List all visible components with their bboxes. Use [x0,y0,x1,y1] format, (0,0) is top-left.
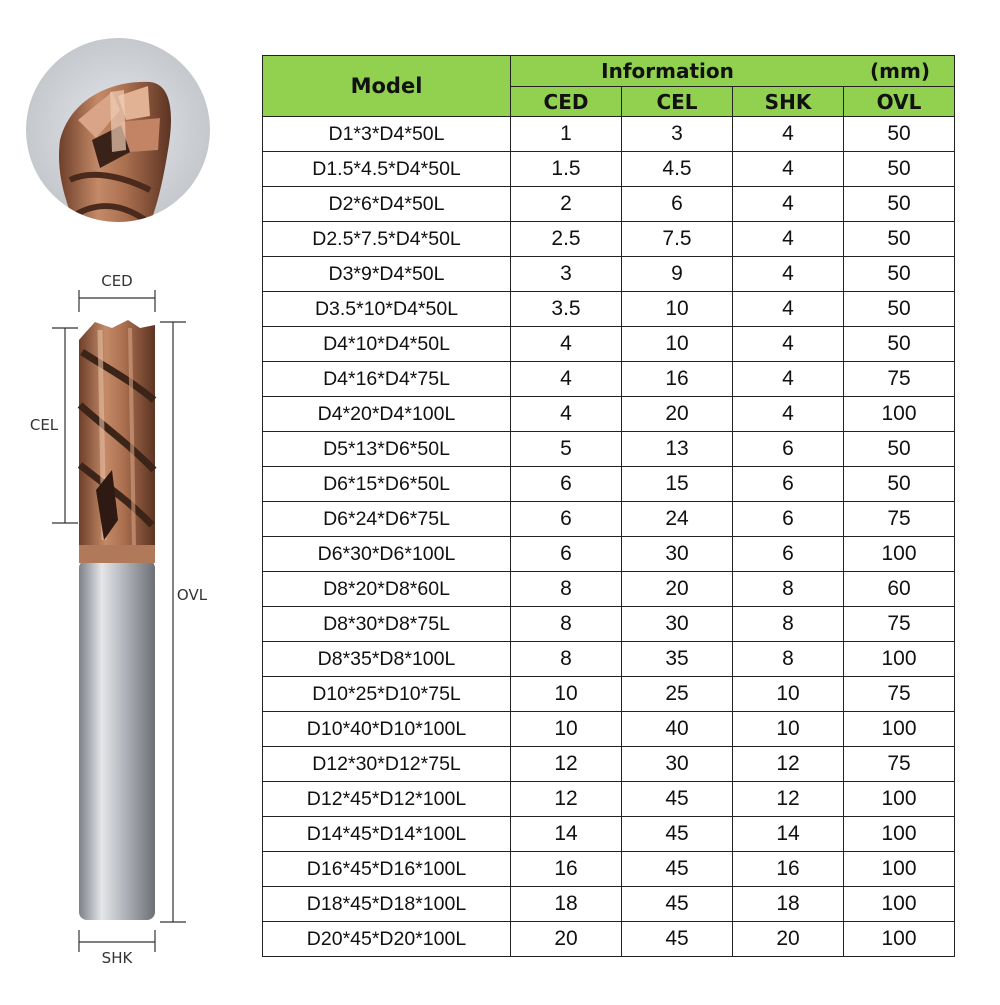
ovl-dimension-label: OVL [176,586,208,604]
cell-shk: 12 [733,782,844,817]
cell-model: D6*30*D6*100L [263,537,511,572]
cell-shk: 4 [733,222,844,257]
column-header-ced: CED [511,87,622,117]
cell-ced: 8 [511,642,622,677]
cell-model: D18*45*D18*100L [263,887,511,922]
table-row [263,152,955,187]
cell-ced: 8 [511,607,622,642]
table-row [263,747,955,782]
table-row [263,502,955,537]
ced-dimension-label: CED [101,272,133,290]
unit-label: (mm) [870,59,930,83]
cell-model: D6*15*D6*50L [263,467,511,502]
table-row [263,467,955,502]
cell-model: D4*10*D4*50L [263,327,511,362]
table-row [263,782,955,817]
cell-ced: 20 [511,922,622,957]
cell-model: D4*16*D4*75L [263,362,511,397]
cell-cel: 20 [622,397,733,432]
cell-cel: 30 [622,537,733,572]
cell-ced: 8 [511,572,622,607]
cell-ced: 1.5 [511,152,622,187]
cell-ovl: 50 [844,432,955,467]
cell-ced: 14 [511,817,622,852]
table-row [263,327,955,362]
tool-drawing [0,0,250,1000]
cell-ced: 2.5 [511,222,622,257]
cell-cel: 40 [622,712,733,747]
cell-model: D20*45*D20*100L [263,922,511,957]
cell-model: D1*3*D4*50L [263,117,511,152]
cell-model: D3*9*D4*50L [263,257,511,292]
tool-figure [0,0,250,1000]
cell-cel: 25 [622,677,733,712]
cell-model: D3.5*10*D4*50L [263,292,511,327]
cell-ced: 5 [511,432,622,467]
table-row [263,712,955,747]
column-header-shk: SHK [733,87,844,117]
table-row [263,852,955,887]
cell-model: D8*35*D8*100L [263,642,511,677]
cell-ovl: 100 [844,852,955,887]
table-row [263,187,955,222]
cell-shk: 10 [733,712,844,747]
cell-ovl: 50 [844,467,955,502]
cell-shk: 16 [733,852,844,887]
column-header-ovl: OVL [844,87,955,117]
cell-cel: 45 [622,852,733,887]
cell-model: D5*13*D6*50L [263,432,511,467]
cell-model: D8*30*D8*75L [263,607,511,642]
table-row [263,292,955,327]
cell-ovl: 75 [844,362,955,397]
cell-ovl: 100 [844,397,955,432]
shk-dimension-label: SHK [101,949,133,967]
cell-cel: 30 [622,607,733,642]
cell-ovl: 50 [844,222,955,257]
cell-model: D6*24*D6*75L [263,502,511,537]
cell-shk: 4 [733,117,844,152]
cell-shk: 4 [733,257,844,292]
table-row [263,117,955,152]
table-row [263,362,955,397]
cell-cel: 20 [622,572,733,607]
cell-ced: 6 [511,467,622,502]
cell-ced: 6 [511,537,622,572]
model-header: Model [263,56,511,117]
table-row [263,642,955,677]
table-row [263,887,955,922]
cell-cel: 45 [622,817,733,852]
cell-ovl: 100 [844,782,955,817]
cell-model: D16*45*D16*100L [263,852,511,887]
cell-shk: 4 [733,327,844,362]
cell-cel: 6 [622,187,733,222]
table-row [263,922,955,957]
cell-shk: 4 [733,292,844,327]
cell-shk: 6 [733,537,844,572]
cell-model: D12*30*D12*75L [263,747,511,782]
cell-model: D1.5*4.5*D4*50L [263,152,511,187]
cell-ovl: 50 [844,152,955,187]
cell-model: D2.5*7.5*D4*50L [263,222,511,257]
cell-shk: 12 [733,747,844,782]
cell-ced: 16 [511,852,622,887]
cell-ovl: 75 [844,607,955,642]
table-row [263,222,955,257]
cell-cel: 10 [622,327,733,362]
cell-model: D14*45*D14*100L [263,817,511,852]
cell-ced: 4 [511,362,622,397]
cell-shk: 18 [733,887,844,922]
cell-model: D10*25*D10*75L [263,677,511,712]
table-row [263,432,955,467]
cell-ced: 4 [511,327,622,362]
cell-shk: 4 [733,397,844,432]
cell-ovl: 100 [844,887,955,922]
cel-dimension-label: CEL [29,416,59,434]
cell-ovl: 50 [844,117,955,152]
cell-ovl: 50 [844,257,955,292]
cell-ovl: 100 [844,817,955,852]
table-row [263,572,955,607]
table-row [263,607,955,642]
cell-cel: 45 [622,887,733,922]
cell-model: D12*45*D12*100L [263,782,511,817]
cell-shk: 4 [733,362,844,397]
cell-shk: 8 [733,572,844,607]
cell-cel: 13 [622,432,733,467]
cell-ovl: 50 [844,292,955,327]
spec-table-body [263,117,955,957]
table-row [263,397,955,432]
cell-cel: 9 [622,257,733,292]
cell-ced: 10 [511,677,622,712]
cell-cel: 30 [622,747,733,782]
cell-shk: 8 [733,607,844,642]
spec-table [262,55,955,957]
cell-model: D8*20*D8*60L [263,572,511,607]
information-label: Information [601,59,734,83]
cell-shk: 8 [733,642,844,677]
cell-ced: 10 [511,712,622,747]
table-row [263,537,955,572]
information-header [511,56,955,87]
cell-shk: 6 [733,432,844,467]
end-mill-side-view-icon [79,320,155,920]
cell-ovl: 50 [844,187,955,222]
cell-shk: 6 [733,467,844,502]
cell-ced: 12 [511,782,622,817]
cell-cel: 45 [622,922,733,957]
cell-model: D4*20*D4*100L [263,397,511,432]
cell-ovl: 100 [844,922,955,957]
cell-shk: 20 [733,922,844,957]
cell-cel: 4.5 [622,152,733,187]
cell-shk: 14 [733,817,844,852]
cell-ced: 18 [511,887,622,922]
cell-ced: 1 [511,117,622,152]
cell-ced: 6 [511,502,622,537]
cell-ced: 2 [511,187,622,222]
cell-model: D2*6*D4*50L [263,187,511,222]
cell-ovl: 75 [844,502,955,537]
cell-ovl: 50 [844,327,955,362]
cell-cel: 24 [622,502,733,537]
cell-ovl: 75 [844,747,955,782]
cell-cel: 15 [622,467,733,502]
cell-cel: 7.5 [622,222,733,257]
cell-ced: 4 [511,397,622,432]
table-row [263,257,955,292]
cell-ced: 12 [511,747,622,782]
cell-cel: 45 [622,782,733,817]
cell-shk: 4 [733,187,844,222]
cell-shk: 4 [733,152,844,187]
column-header-cel: CEL [622,87,733,117]
cell-ovl: 100 [844,712,955,747]
cell-ced: 3.5 [511,292,622,327]
table-row [263,817,955,852]
cell-ovl: 75 [844,677,955,712]
cell-model: D10*40*D10*100L [263,712,511,747]
cell-ovl: 60 [844,572,955,607]
cell-cel: 16 [622,362,733,397]
cell-shk: 6 [733,502,844,537]
end-mill-tip-closeup-icon [26,38,210,240]
cell-ovl: 100 [844,642,955,677]
cell-ovl: 100 [844,537,955,572]
cell-ced: 3 [511,257,622,292]
cell-cel: 10 [622,292,733,327]
cell-cel: 3 [622,117,733,152]
cell-shk: 10 [733,677,844,712]
cell-cel: 35 [622,642,733,677]
table-row [263,677,955,712]
